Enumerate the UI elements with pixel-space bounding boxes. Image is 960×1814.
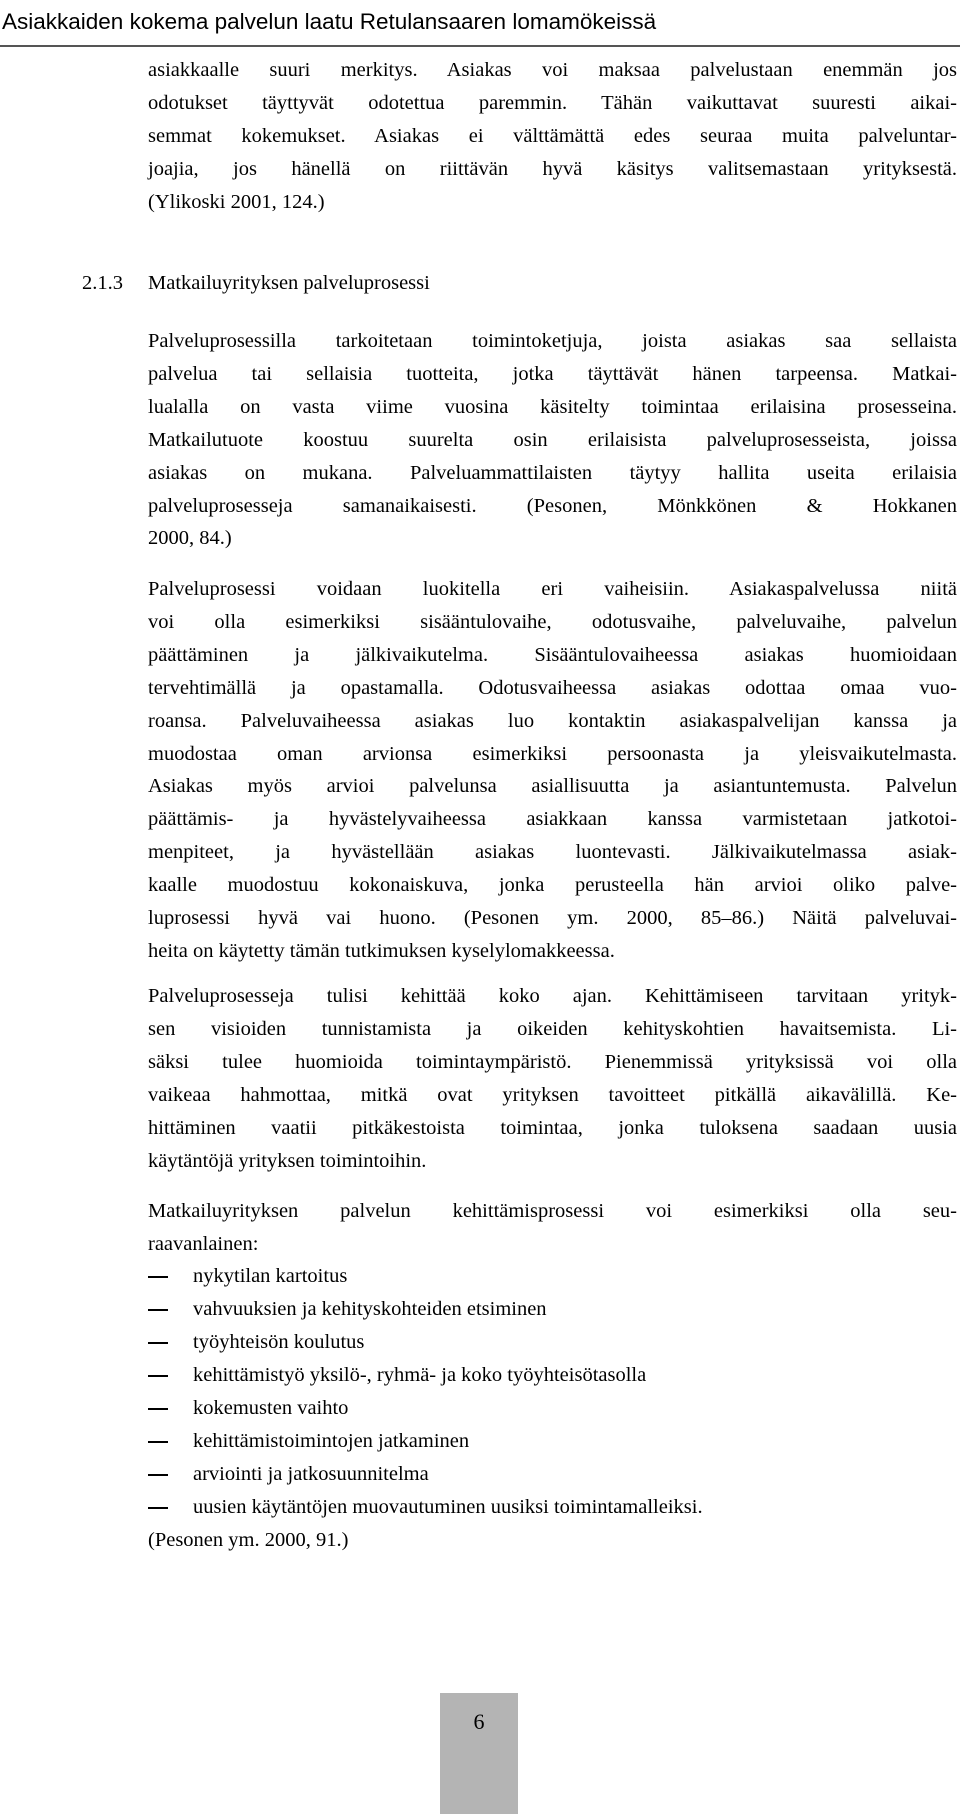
- paragraph-line: sen visioiden tunnistamista ja oikeiden kehityskohtien havaitsemista. Li-: [148, 1017, 957, 1040]
- paragraph-line: joajia, jos hänellä on riittävän hyvä käsitys valitsemastaan yrityksestä.: [148, 157, 957, 180]
- paragraph-line: säksi tulee huomioida toimintaympäristö. Pienemmissä yrityksissä voi olla: [148, 1050, 957, 1073]
- dash-bullet-icon: [148, 1441, 168, 1443]
- dash-bullet-icon: [148, 1276, 168, 1278]
- page-number-box: [440, 1693, 518, 1814]
- paragraph-line: Palveluprosesseja tulisi kehittää koko ajan. Kehittämiseen tarvitaan yrityk-: [148, 985, 957, 1007]
- page-number: 6: [473, 1709, 485, 1734]
- section-title: Matkailuyrityksen palveluprosessi: [148, 272, 430, 294]
- paragraph-line: Asiakas myös arvioi palvelunsa asiallisuutta ja asiantuntemusta. Palvelun: [148, 775, 957, 798]
- paragraph-line: asiakkaalle suuri merkitys. Asiakas voi maksaa palvelustaan enemmän jos: [148, 59, 957, 81]
- paragraph-line: raavanlainen:: [148, 1232, 259, 1255]
- paragraph-line: asiakas on mukana. Palveluammattilaisten täytyy hallita useita erilaisia: [148, 461, 957, 484]
- section-heading: [82, 267, 430, 299]
- list-item: [148, 1425, 703, 1458]
- running-header: [0, 0, 960, 47]
- paragraph-line: Matkailuyrityksen palvelun kehittämisprosessi voi esimerkiksi olla seu-: [148, 1200, 957, 1222]
- paragraph-line: tervehtimällä ja opastamalla. Odotusvaiheessa asiakas odottaa omaa vuo-: [148, 676, 957, 699]
- list-item: [148, 1359, 703, 1392]
- paragraph-line: käytäntöjä yrityksen toimintoihin.: [148, 1149, 427, 1172]
- paragraph-line: lualalla on vasta viime vuosina käsitelty toimintaa erilaisina prosesseina.: [148, 395, 957, 418]
- list-item-text: nykytilan kartoitus: [193, 1265, 348, 1287]
- list-item-text: arviointi ja jatkosuunnitelma: [193, 1463, 429, 1485]
- list-item: [148, 1458, 703, 1491]
- list-source-citation: (Pesonen ym. 2000, 91.): [148, 1529, 349, 1551]
- dash-bullet-icon: [148, 1342, 168, 1344]
- list-item-text: kehittämistoimintojen jatkaminen: [193, 1430, 470, 1452]
- body-paragraph: [148, 1195, 957, 1261]
- list-item-text: kehittämistyö yksilö-, ryhmä- ja koko työyhteisötasolla: [193, 1364, 647, 1386]
- development-process-list: [148, 1260, 703, 1524]
- paragraph-line: Matkailutuote koostuu suurelta osin erilaisista palveluprosesseista, joissa: [148, 428, 957, 451]
- paragraph-line: luprosessi hyvä vai huono. (Pesonen ym. 2000, 85–86.) Näitä palveluvai-: [148, 907, 957, 930]
- list-item: [148, 1326, 703, 1359]
- paragraph-line: roansa. Palveluvaiheessa asiakas luo kontaktin asiakaspalvelijan kanssa ja: [148, 709, 957, 732]
- paragraph-line: palveluprosesseja samanaikaisesti. (Pesonen, Mönkkönen & Hokkanen: [148, 494, 957, 517]
- section-number: 2.1.3: [82, 272, 123, 294]
- dash-bullet-icon: [148, 1309, 168, 1311]
- document-title: Asiakkaiden kokema palvelun laatu Retulansaaren lomamökeissä: [2, 9, 657, 34]
- list-item-text: kokemusten vaihto: [193, 1397, 349, 1419]
- paragraph-line: muodostaa oman arvionsa esimerkiksi persoonasta ja yleisvaikutelmasta.: [148, 742, 957, 765]
- paragraph-line: vaikeaa hahmottaa, mitkä ovat yrityksen tavoitteet pitkällä aikavälillä. Ke-: [148, 1083, 957, 1106]
- paragraph-line: voi olla esimerkiksi sisääntulovaihe, odotusvaihe, palveluvaihe, palvelun: [148, 610, 957, 633]
- dash-bullet-icon: [148, 1507, 168, 1509]
- list-item-text: työyhteisön koulutus: [193, 1331, 365, 1353]
- paragraph-line: palvelua tai sellaisia tuotteita, jotka täyttävät hänen tarpeensa. Matkai-: [148, 362, 957, 385]
- paragraph-line: Palveluprosessi voidaan luokitella eri vaiheisiin. Asiakaspalvelussa niitä: [148, 578, 957, 600]
- paragraph-line: päättäminen ja jälkivaikutelma. Sisääntulovaiheessa asiakas huomioidaan: [148, 643, 957, 666]
- list-item: [148, 1491, 703, 1524]
- body-paragraph: [148, 980, 957, 1177]
- body-paragraph: [148, 573, 957, 968]
- list-item: [148, 1260, 703, 1293]
- paragraph-line: kaalle muodostuu kokonaiskuva, jonka perusteella hän arvioi oliko palve-: [148, 874, 957, 897]
- paragraph-line: (Ylikoski 2001, 124.): [148, 190, 325, 213]
- paragraph-line: hittäminen vaatii pitkäkestoista toimintaa, jonka tuloksena saadaan uusia: [148, 1116, 957, 1139]
- list-item-text: vahvuuksien ja kehityskohteiden etsiminen: [193, 1298, 547, 1320]
- paragraph-line: odotukset täyttyvät odotettua paremmin. Tähän vaikuttavat suuresti aikai-: [148, 91, 957, 114]
- paragraph-line: Palveluprosessilla tarkoitetaan toimintoketjuja, joista asiakas saa sellaista: [148, 330, 957, 352]
- dash-bullet-icon: [148, 1375, 168, 1377]
- list-item-text: uusien käytäntöjen muovautuminen uusiksi toimintamalleiksi.: [193, 1496, 703, 1518]
- body-paragraph: [148, 325, 957, 555]
- paragraph-line: päättämis- ja hyvästelyvaiheessa asiakkaan kanssa varmistetaan jatkotoi-: [148, 808, 957, 831]
- paragraph-line: heita on käytetty tämän tutkimuksen kyselylomakkeessa.: [148, 939, 615, 962]
- paragraph-line: semmat kokemukset. Asiakas ei välttämättä edes seuraa muita palveluntar-: [148, 124, 957, 147]
- list-item: [148, 1293, 703, 1326]
- dash-bullet-icon: [148, 1408, 168, 1410]
- intro-paragraph: [148, 54, 957, 219]
- paragraph-line: menpiteet, ja hyvästellään asiakas luontevasti. Jälkivaikutelmassa asiak-: [148, 841, 957, 864]
- list-item: [148, 1392, 703, 1425]
- paragraph-line: 2000, 84.): [148, 527, 232, 550]
- dash-bullet-icon: [148, 1474, 168, 1476]
